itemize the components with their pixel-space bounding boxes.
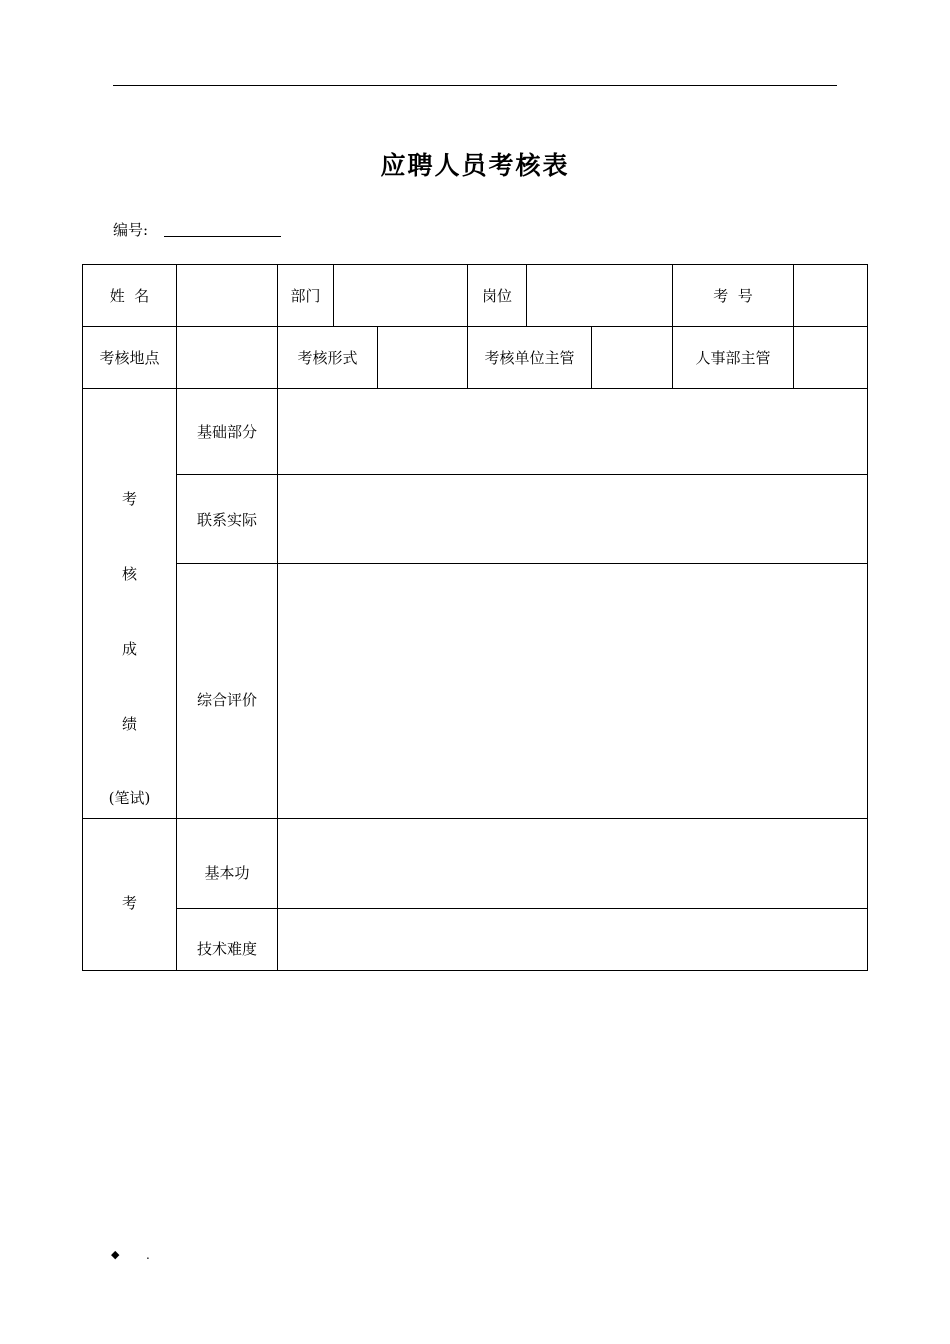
overall-label: 综合评价 xyxy=(196,690,257,709)
location-field[interactable] xyxy=(176,326,278,389)
exam-no-label: 考 号 xyxy=(713,287,753,305)
written-results-char-2: 核 xyxy=(121,565,137,583)
form-label: 考核形式 xyxy=(297,349,358,367)
basics-label-cell xyxy=(176,388,278,475)
department-label: 部门 xyxy=(290,287,321,305)
difficulty-label: 技术难度 xyxy=(196,940,257,958)
practical-label: 联系实际 xyxy=(196,510,257,529)
department-label-cell xyxy=(277,264,334,327)
name-label-cell xyxy=(82,264,177,327)
department-field[interactable] xyxy=(333,264,468,327)
unit-supervisor-label-cell xyxy=(467,326,592,389)
name-label: 姓 名 xyxy=(109,287,150,305)
practical-label-cell xyxy=(176,474,278,564)
serial-input-line[interactable] xyxy=(164,236,281,237)
written-results-char-3: 成 xyxy=(121,640,137,658)
unit-supervisor-field[interactable] xyxy=(591,326,673,389)
difficulty-label-cell xyxy=(176,908,278,971)
position-label-cell xyxy=(467,264,527,327)
written-results-char-4: 绩 xyxy=(121,715,137,733)
overall-field[interactable] xyxy=(277,563,868,819)
footer-dot: . xyxy=(146,1248,150,1262)
written-results-char-1: 考 xyxy=(121,490,137,508)
overall-label-cell xyxy=(176,563,278,819)
practical-exam-char: 考 xyxy=(121,893,137,912)
practical-field[interactable] xyxy=(277,474,868,564)
practical-exam-group-cell xyxy=(82,818,177,971)
hr-supervisor-label-cell xyxy=(672,326,794,389)
exam-no-label-cell xyxy=(672,264,794,327)
form-field[interactable] xyxy=(377,326,468,389)
form-label-cell xyxy=(277,326,378,389)
top-rule xyxy=(113,85,837,86)
basics-label: 基础部分 xyxy=(196,423,257,441)
footer-diamond-icon: ◆ xyxy=(111,1248,120,1261)
location-label: 考核地点 xyxy=(99,349,160,367)
fundamentals-field[interactable] xyxy=(277,818,868,909)
difficulty-field[interactable] xyxy=(277,908,868,971)
serial-label: 编号: xyxy=(113,221,149,239)
location-label-cell xyxy=(82,326,177,389)
position-field[interactable] xyxy=(526,264,673,327)
hr-supervisor-label: 人事部主管 xyxy=(695,349,771,367)
position-label: 岗位 xyxy=(481,287,512,305)
unit-supervisor-label: 考核单位主管 xyxy=(484,349,575,367)
hr-supervisor-field[interactable] xyxy=(793,326,868,389)
name-field[interactable] xyxy=(176,264,278,327)
basics-field[interactable] xyxy=(277,388,868,475)
page-title: 应聘人员考核表 xyxy=(380,151,570,180)
written-results-group-cell xyxy=(82,388,177,819)
exam-no-field[interactable] xyxy=(793,264,868,327)
written-results-note: (笔试) xyxy=(108,789,151,807)
fundamentals-label: 基本功 xyxy=(204,864,250,882)
fundamentals-label-cell xyxy=(176,818,278,909)
